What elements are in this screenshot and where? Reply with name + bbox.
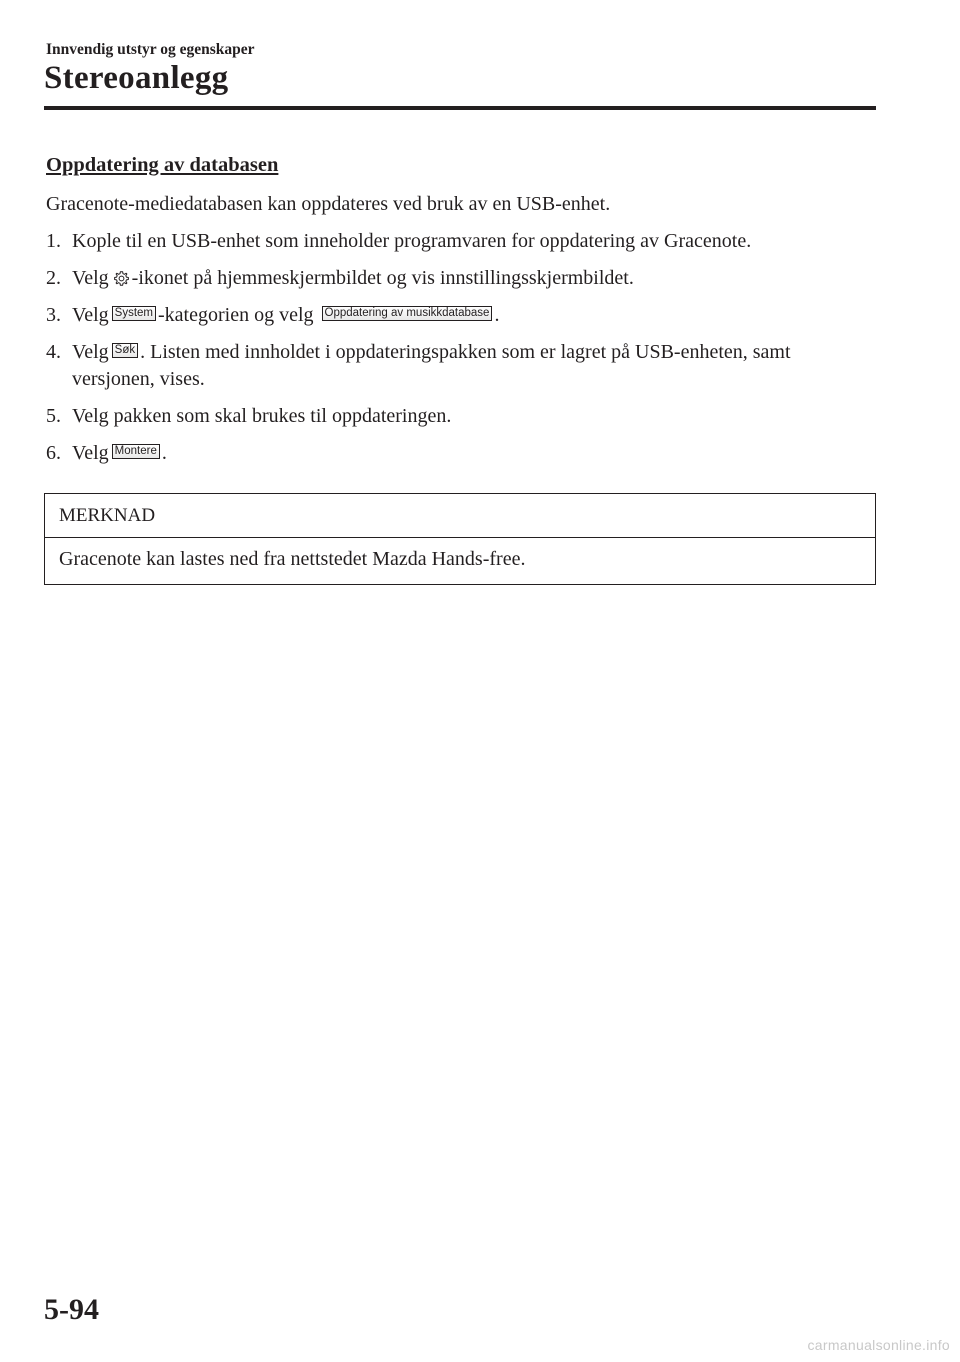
steps-list [46,228,876,467]
page-number: 5-94 [44,1293,99,1326]
step-text-pre: Velg [72,267,109,289]
note-text: Gracenote kan lastes ned fra nettstedet Mazda Hands-free. [59,548,526,570]
list-item [46,302,876,329]
watermark[interactable]: carmanualsonline.info [807,1337,950,1353]
main-content [46,152,876,477]
step-number: 4. [46,341,61,363]
header-rule [44,106,876,110]
list-item [46,440,876,467]
step-number: 5. [46,405,61,427]
step-number: 2. [46,267,61,289]
chapter-title: Stereoanlegg [44,60,229,96]
list-item [46,228,876,255]
list-item [46,339,876,393]
update-music-database-button: Oppdatering av musikkdatabase [322,306,493,321]
step-text-post: . Listen med innholdet i oppdateringspakken som er lagret på USB-enheten, samt versjonen, vises. [72,341,791,390]
list-item [46,265,876,292]
step-text [72,302,876,329]
intro-paragraph: Gracenote-mediedatabasen kan oppdateres ved bruk av en USB-enhet. [46,193,611,215]
step-number: 6. [46,442,61,464]
step-number: 3. [46,304,61,326]
step-text-post: . [494,304,500,326]
step-text: Velg pakken som skal brukes til oppdateringen. [72,405,452,427]
step-text-pre: Velg [72,304,109,326]
step-text [72,339,876,393]
step-text-post: . [161,442,167,464]
install-button: Montere [112,444,160,459]
step-text-post: -ikonet på hjemmeskjermbildet og vis innstillingsskjermbildet. [131,267,634,289]
section-heading: Oppdatering av databasen [46,154,279,176]
search-button: Søk [112,343,138,358]
settings-gear-icon [113,270,130,287]
step-number: 1. [46,230,61,252]
list-item [46,403,876,430]
step-text [72,440,876,467]
step-text: Kople til en USB-enhet som inneholder programvaren for oppdatering av Gracenote. [72,230,752,252]
step-text [72,265,876,292]
note-box [44,493,876,585]
step-text-pre: Velg [72,442,109,464]
section-label: Innvendig utstyr og egenskaper [46,41,255,58]
step-text-mid: -kategorien og velg [158,304,314,326]
note-title: MERKNAD [45,494,875,538]
step-text-pre: Velg [72,341,109,363]
system-button: System [112,306,156,321]
